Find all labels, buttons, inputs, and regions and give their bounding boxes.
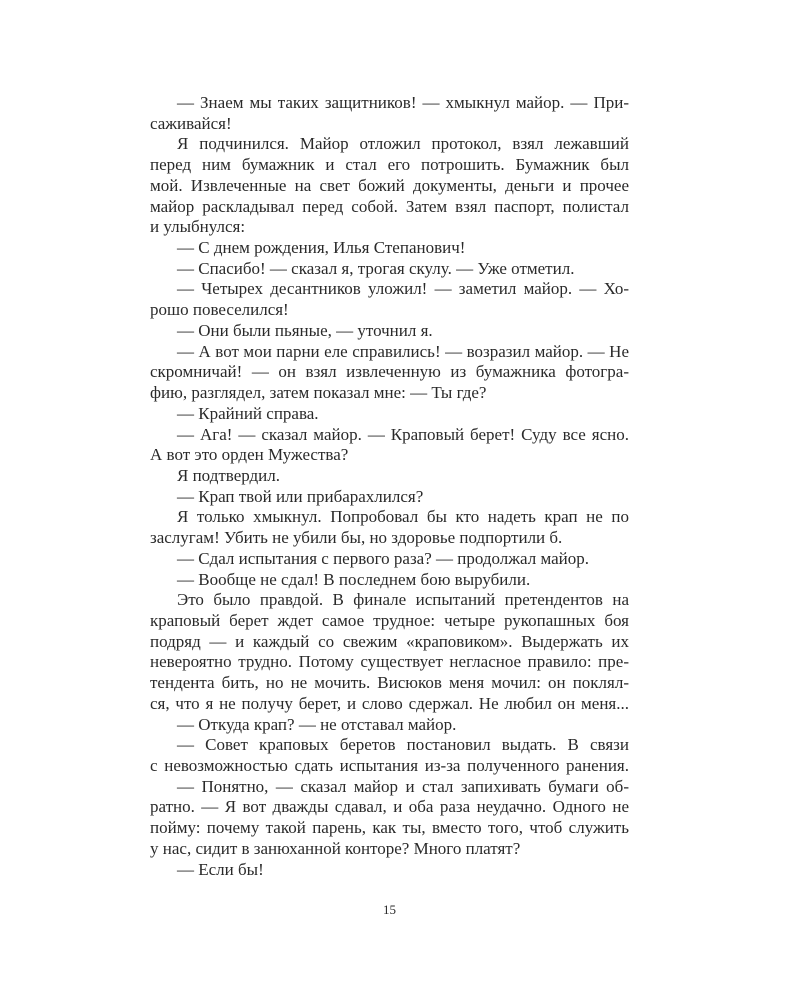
- text-line: и улыбнулся:: [150, 217, 246, 237]
- text-line: — Спасибо! — сказал я, трогая скулу. — Уже отметил.: [177, 258, 575, 278]
- text-line: рошо повеселился!: [150, 300, 289, 320]
- text-line: невероятно трудно. Потому существует негласное правило: пре-: [150, 652, 629, 672]
- text-line: — Крап твой или прибарахлился?: [177, 486, 424, 506]
- text-line: — Они были пьяные, — уточнил я.: [177, 320, 433, 340]
- text-line: Я только хмыкнул. Попробовал бы кто надеть крап не по: [177, 507, 629, 527]
- text-line: у нас, сидит в занюханной конторе? Много платят?: [150, 838, 521, 858]
- text-line: заслугам! Убить не убили бы, но здоровье подпортили б.: [150, 528, 563, 548]
- text-line: фию, разглядел, затем показал мне: — Ты где?: [150, 383, 487, 403]
- text-line: краповый берет ждет самое трудное: четыре рукопашных боя: [150, 610, 629, 630]
- text-line: — Знаем мы таких защитников! — хмыкнул майор. — При-: [177, 93, 629, 112]
- text-line: — Четырех десантников уложил! — заметил майор. — Хо-: [177, 279, 629, 299]
- text-line: — С днем рождения, Илья Степанович!: [177, 238, 466, 258]
- text-line: с невозможностью сдать испытания из-за полученного ранения.: [150, 756, 629, 775]
- text-line: — Если бы!: [177, 859, 264, 879]
- text-line: скромничай! — он взял извлеченную из бумажника фотогра-: [150, 362, 629, 382]
- text-line: тендента бить, но не мочить. Висюков меня мочил: он поклял-: [150, 673, 629, 693]
- text-line: подряд — и каждый со свежим «краповиком». Выдержать их: [150, 631, 629, 651]
- text-line: майор раскладывал перед собой. Затем взял паспорт, полистал: [150, 196, 629, 216]
- text-line: — Совет краповых беретов постановил выдать. В связи: [177, 735, 629, 755]
- text-line: — Крайний справа.: [177, 403, 319, 423]
- text-line: ратно. — Я вот дважды сдавал, и оба раза неудачно. Одного не: [150, 797, 629, 817]
- text-line: перед ним бумажник и стал его потрошить. Бумажник был: [150, 155, 629, 175]
- text-line: — А вот мои парни еле справились! — возразил майор. — Не: [177, 341, 629, 361]
- text-line: Я подчинился. Майор отложил протокол, взял лежавший: [177, 134, 629, 154]
- page-number: 15: [383, 902, 396, 917]
- text-line: пойму: почему такой парень, как ты, вместо того, чтоб служить: [150, 818, 629, 838]
- text-line: — Понятно, — сказал майор и стал запихивать бумаги об-: [177, 776, 629, 796]
- text-line: Это было правдой. В финале испытаний претендентов на: [177, 590, 629, 610]
- text-line: — Вообще не сдал! В последнем бою вырубили.: [177, 569, 531, 589]
- body-text: [150, 93, 629, 880]
- text-line: — Откуда крап? — не отставал майор.: [177, 714, 457, 734]
- text-line: ся, что я не получу берет, и слово сдержал. Не любил он меня...: [150, 693, 629, 713]
- text-line: А вот это орден Мужества?: [150, 445, 349, 465]
- text-line: мой. Извлеченные на свет божий документы, деньги и прочее: [150, 175, 629, 195]
- text-line: — Сдал испытания с первого раза? — продолжал майор.: [177, 548, 590, 568]
- text-line: Я подтвердил.: [177, 465, 281, 485]
- text-line: саживайся!: [150, 113, 232, 133]
- text-line: — Ага! — сказал майор. — Краповый берет! Суду все ясно.: [177, 424, 629, 444]
